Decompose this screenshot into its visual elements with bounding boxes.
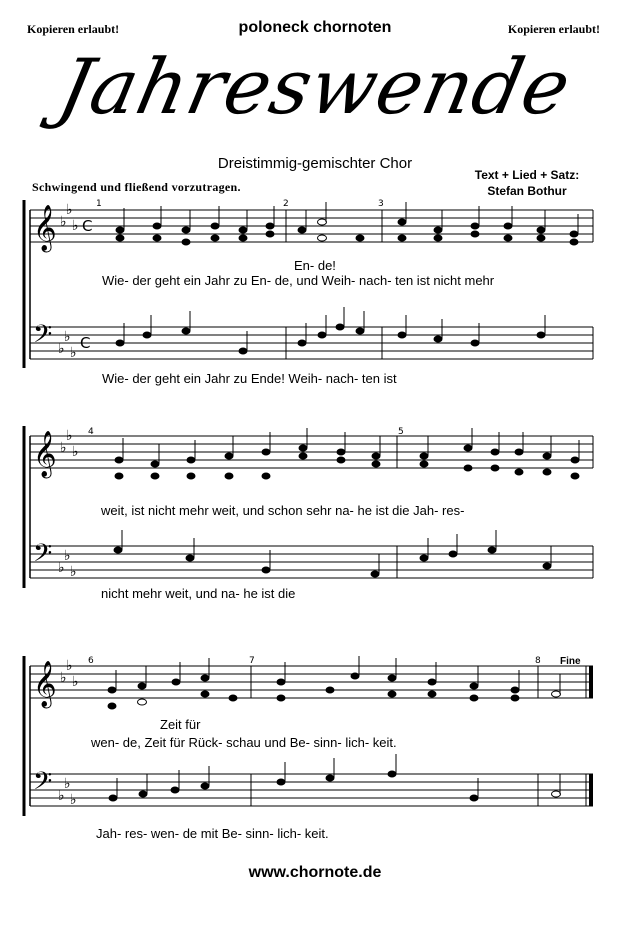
lyrics-system-1-upper: Wie- der geht ein Jahr zu En- de, und Weih- nach- ten ist nicht mehr — [102, 273, 495, 288]
notes-treble-1 — [116, 202, 578, 245]
svg-text:♭: ♭ — [66, 428, 73, 444]
tempo-marking: Schwingend und fließend vorzutragen. — [32, 180, 241, 194]
lyrics-system-3-upper: wen- de, Zeit für Rück- schau und Be- sinn- lich- keit. — [91, 735, 397, 750]
lyrics-system-3-lower: Jah- res- wen- de mit Be- sinn- lich- keit. — [96, 826, 329, 841]
measure-number: 8 — [535, 656, 541, 666]
svg-text:♭: ♭ — [66, 658, 73, 674]
lyrics-system-1-alt: En- de! — [294, 258, 336, 273]
treble-clef-icon: 𝄞 — [33, 205, 57, 251]
measure-number: 7 — [249, 656, 255, 666]
time-signature: C — [82, 217, 93, 235]
credits-line-2: Stefan Bothur — [487, 184, 567, 198]
svg-text:♭: ♭ — [70, 345, 77, 361]
svg-text:♭: ♭ — [58, 560, 65, 576]
svg-text:♭: ♭ — [64, 548, 71, 564]
treble-clef-icon: 𝄞 — [33, 661, 57, 707]
key-signature-flats — [58, 202, 79, 808]
svg-text:♭: ♭ — [58, 788, 65, 804]
time-signature: C — [80, 334, 91, 352]
staff-bass-1 — [30, 327, 593, 359]
page-title: Jahreswende — [51, 42, 579, 131]
measure-number: 6 — [88, 656, 94, 666]
svg-text:♭: ♭ — [70, 792, 77, 808]
subtitle: Dreistimmig-gemischter Chor — [217, 155, 413, 172]
svg-text:♭: ♭ — [64, 329, 71, 345]
svg-text:♭: ♭ — [72, 444, 79, 460]
copy-notice-right: Kopieren erlaubt! — [507, 22, 600, 36]
staff-treble-3 — [30, 666, 593, 698]
svg-text:♭: ♭ — [70, 564, 77, 580]
lyrics-system-2-lower: nicht mehr weit, und na- he ist die — [101, 586, 296, 601]
svg-text:♭: ♭ — [72, 218, 79, 234]
lyrics-system-1-lower: Wie- der geht ein Jahr zu Ende! Weih- nach- ten ist — [102, 371, 397, 386]
copy-notice-left: Kopieren erlaubt! — [27, 22, 120, 36]
svg-text:♭: ♭ — [60, 440, 67, 456]
staff-treble-2 — [30, 436, 593, 468]
footer-url[interactable]: www.chornote.de — [248, 864, 382, 881]
measure-number: 4 — [88, 427, 94, 437]
measure-number: 1 — [96, 199, 102, 209]
measure-number: 5 — [398, 427, 404, 437]
lyrics-system-2-upper: weit, ist nicht mehr weit, und schon sehr na- he ist die Jah- res- — [101, 503, 465, 518]
bass-clef-icon: 𝄢 — [33, 767, 53, 802]
bass-clef-icon: 𝄢 — [33, 320, 53, 355]
svg-text:♭: ♭ — [64, 776, 71, 792]
svg-text:♭: ♭ — [66, 202, 73, 218]
svg-text:♭: ♭ — [60, 214, 67, 230]
bass-clef-icon: 𝄢 — [33, 539, 53, 574]
measure-number: 2 — [283, 199, 289, 209]
publisher-name: poloneck chornoten — [238, 19, 392, 36]
fine-marking: Fine — [560, 656, 581, 667]
svg-text:♭: ♭ — [58, 341, 65, 357]
treble-clef-icon: 𝄞 — [33, 431, 57, 477]
credits-line-1: Text + Lied + Satz: — [474, 168, 580, 182]
lyrics-system-3-alt: Zeit für — [160, 717, 201, 732]
svg-text:♭: ♭ — [60, 670, 67, 686]
svg-text:♭: ♭ — [72, 674, 79, 690]
notes-bass-3 — [109, 754, 561, 801]
measure-number: 3 — [378, 199, 384, 209]
notes-bass-1 — [116, 307, 545, 354]
